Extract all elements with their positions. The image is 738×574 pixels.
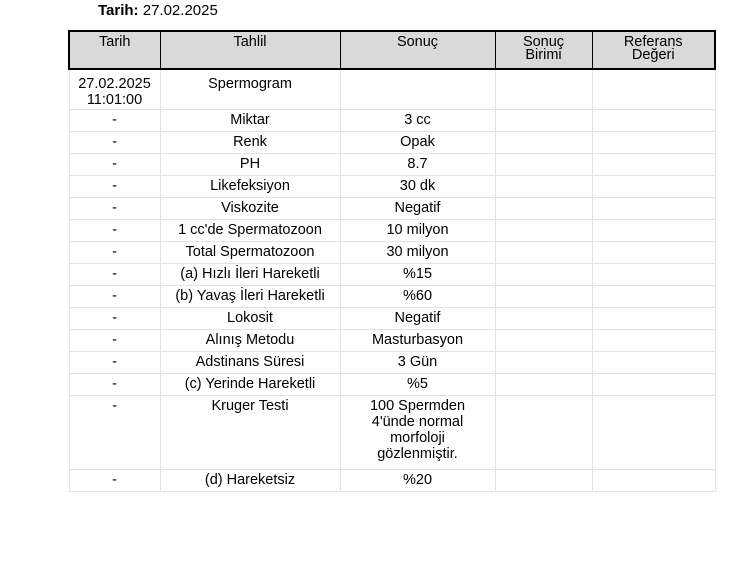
row-result: %5 (340, 373, 495, 395)
row-tarih: - (69, 329, 160, 351)
row-result: Masturbasyon (340, 329, 495, 351)
row-test-name: (a) Hızlı İleri Hareketli (160, 263, 340, 285)
row-test-name: Miktar (160, 109, 340, 131)
row-reference (592, 395, 715, 469)
row-test-name: Likefeksiyon (160, 175, 340, 197)
row-reference (592, 153, 715, 175)
table-row (69, 131, 715, 153)
table-row (69, 197, 715, 219)
row-tarih: - (69, 307, 160, 329)
row-test-name: Alınış Metodu (160, 329, 340, 351)
row-unit (495, 329, 592, 351)
row-unit (495, 153, 592, 175)
row-test-name: Spermogram (160, 69, 340, 109)
row-test-name: PH (160, 153, 340, 175)
table-row (69, 329, 715, 351)
col-header-referans-line1: Referans (623, 34, 683, 50)
row-date-cell (69, 69, 160, 109)
row-tarih: - (69, 395, 160, 469)
table-row (69, 285, 715, 307)
row-test-name: Adstinans Süresi (160, 351, 340, 373)
result-line: gözlenmiştir. (377, 445, 458, 462)
table-row (69, 175, 715, 197)
row-reference (592, 69, 715, 109)
row-result: Negatif (340, 197, 495, 219)
results-table (68, 30, 716, 492)
date-label: Tarih: (98, 2, 139, 19)
row-reference (592, 285, 715, 307)
row-tarih: - (69, 285, 160, 307)
row-unit (495, 197, 592, 219)
col-header-birim-line1: Sonuç (522, 34, 565, 50)
row-unit (495, 351, 592, 373)
table-row (69, 109, 715, 131)
row-test-name: (c) Yerinde Hareketli (160, 373, 340, 395)
result-line: 100 Spermden (369, 397, 466, 414)
result-line: morfoloji (390, 429, 445, 446)
row-reference (592, 307, 715, 329)
row-tarih: - (69, 373, 160, 395)
row-result: %60 (340, 285, 495, 307)
row-unit (495, 219, 592, 241)
row-reference (592, 351, 715, 373)
row-reference (592, 263, 715, 285)
row-unit (495, 373, 592, 395)
row-result (340, 69, 495, 109)
row-result: Opak (340, 131, 495, 153)
col-header-sonuc-birimi (495, 31, 592, 69)
row-result: 8.7 (340, 153, 495, 175)
row-tarih: - (69, 131, 160, 153)
table-row (69, 263, 715, 285)
table-row (69, 395, 715, 469)
row-reference (592, 197, 715, 219)
col-header-tahlil: Tahlil (160, 31, 340, 69)
row-tarih: - (69, 219, 160, 241)
table-row (69, 373, 715, 395)
row-result: %20 (340, 469, 495, 491)
row-reference (592, 109, 715, 131)
col-header-birim-line2: Birimi (525, 47, 562, 63)
row-reference (592, 219, 715, 241)
row-unit (495, 395, 592, 469)
row-unit (495, 69, 592, 109)
row-test-name: Renk (160, 131, 340, 153)
row-test-name: Lokosit (160, 307, 340, 329)
table-row (69, 241, 715, 263)
col-header-referans-degeri (592, 31, 715, 69)
row-test-name: 1 cc'de Spermatozoon (160, 219, 340, 241)
table-row (69, 469, 715, 491)
row-unit (495, 109, 592, 131)
col-header-referans-line2: Değeri (631, 47, 675, 63)
row-unit (495, 175, 592, 197)
row-tarih: - (69, 175, 160, 197)
row-reference (592, 241, 715, 263)
table-header-row (69, 31, 715, 69)
row-reference (592, 175, 715, 197)
row-result: 3 Gün (340, 351, 495, 373)
row-tarih: - (69, 197, 160, 219)
col-header-sonuc: Sonuç (340, 31, 495, 69)
row-unit (495, 131, 592, 153)
row-unit (495, 263, 592, 285)
table-row (69, 69, 715, 109)
row-tarih: - (69, 263, 160, 285)
row-reference (592, 329, 715, 351)
row-date: 27.02.2025 (78, 76, 151, 92)
report-date (98, 2, 218, 20)
row-result: 30 dk (340, 175, 495, 197)
row-result: 3 cc (340, 109, 495, 131)
row-test-name: Kruger Testi (160, 395, 340, 469)
table-row (69, 153, 715, 175)
row-unit (495, 241, 592, 263)
row-tarih: - (69, 153, 160, 175)
row-result: 10 milyon (340, 219, 495, 241)
row-test-name: Total Spermatozoon (160, 241, 340, 263)
row-tarih: - (69, 241, 160, 263)
col-header-tarih: Tarih (69, 31, 160, 69)
row-result: %15 (340, 263, 495, 285)
row-result: 30 milyon (340, 241, 495, 263)
table-row (69, 219, 715, 241)
row-tarih: - (69, 469, 160, 491)
row-unit (495, 307, 592, 329)
row-reference (592, 469, 715, 491)
row-reference (592, 131, 715, 153)
row-time: 11:01:00 (86, 92, 143, 108)
result-line: 4'ünde normal (371, 413, 464, 430)
table-row (69, 307, 715, 329)
row-reference (592, 373, 715, 395)
row-test-name: Viskozite (160, 197, 340, 219)
row-unit (495, 469, 592, 491)
table-row (69, 351, 715, 373)
row-test-name: (b) Yavaş İleri Hareketli (160, 285, 340, 307)
row-test-name: (d) Hareketsiz (160, 469, 340, 491)
row-unit (495, 285, 592, 307)
row-tarih: - (69, 109, 160, 131)
row-result: Negatif (340, 307, 495, 329)
row-tarih: - (69, 351, 160, 373)
row-result (340, 395, 495, 469)
date-value: 27.02.2025 (142, 2, 218, 19)
